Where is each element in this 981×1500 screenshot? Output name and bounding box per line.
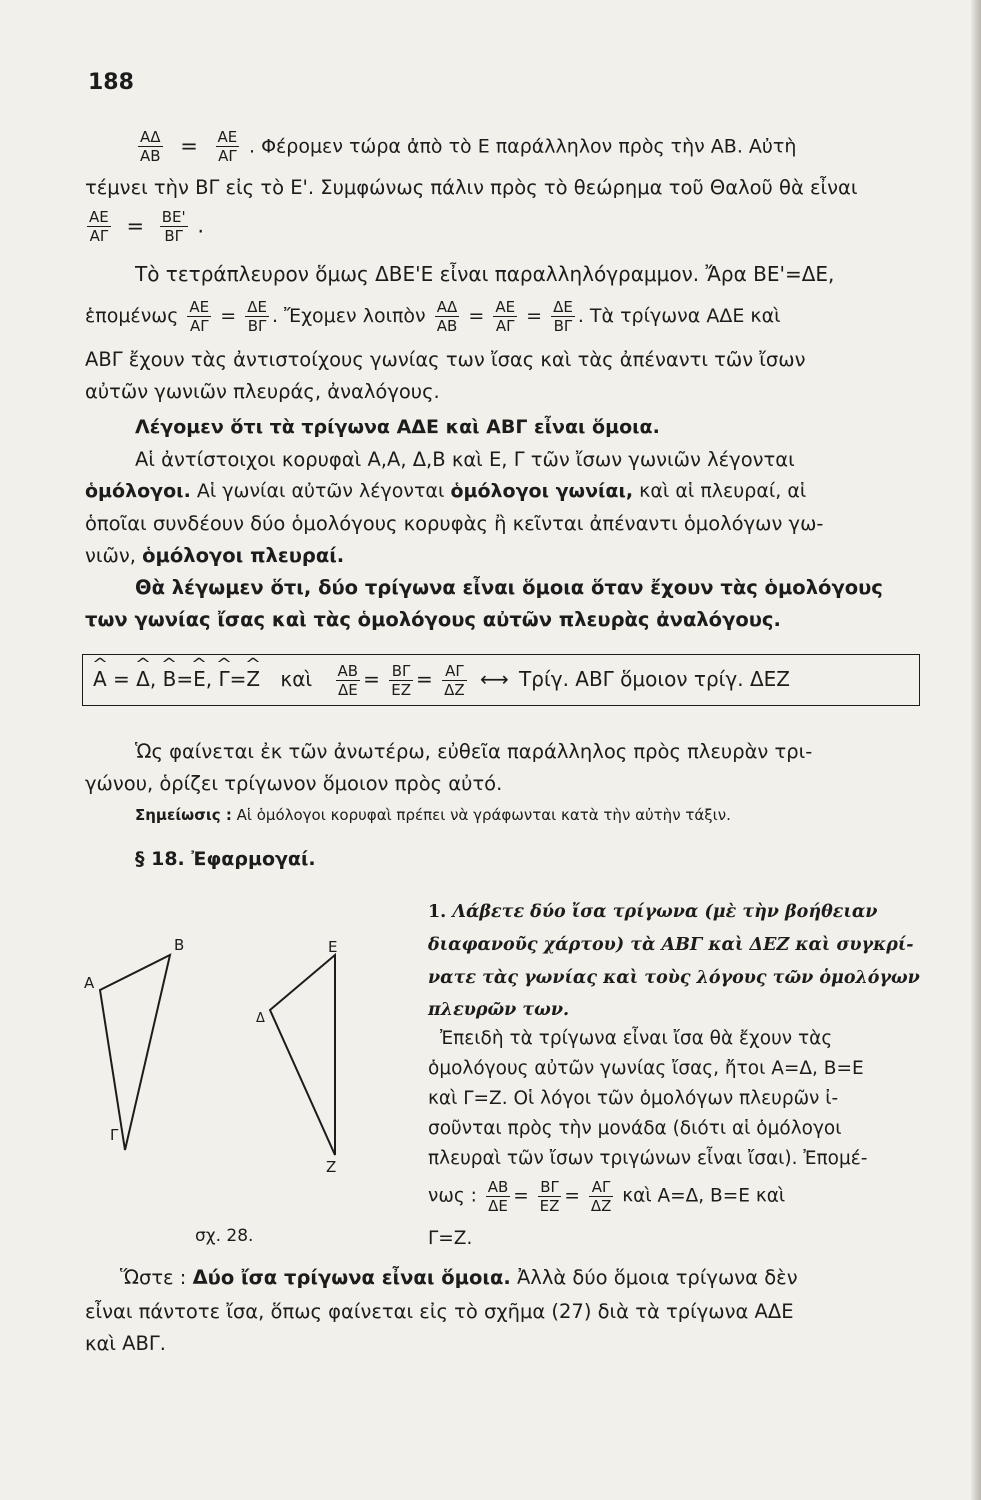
fraction: $\frac{AE}{A\Gamma}$ [189,298,210,335]
text-line-9: Αἱ ἀντίστοιχοι κορυφαὶ Α,Α, Δ,Β καὶ Ε, Γ τῶν ἴσων γωνιῶν λέγονται [135,448,795,471]
fraction: $\frac{AB}{\Delta E}$ [337,662,359,699]
exercise-title-4: πλευρῶν των. [428,1000,570,1020]
label-b: Β [174,936,185,954]
text-line-8: Λέγομεν ὅτι τὰ τρίγωνα ΑΔΕ καὶ ΑΒΓ εἶναι ὅμοια. [135,416,660,438]
definition-content: ^ Α = ^ Δ, ^ Β=^ Ε, ^ Γ=^ Ζ καὶ $\frac{AB}{\Delta E}$ = $\frac{B\Gamma}{EZ}$ = $\frac{A\Gamma}{\Delta Z}$ ⟷ Τρίγ. ΑΒΓ ὅμοιον τρίγ. ΔΕΖ [93,661,790,699]
fraction: $\frac{AB}{\Delta E}$ [487,1178,509,1215]
fraction: $\frac{A\Delta}{AB}$ [436,298,458,335]
text-line-5: ἑπομένως $\frac{AE}{A\Gamma}$ = $\frac{\Delta E}{B\Gamma}$ . Ἔχομεν λοιπὸν $\frac{A\Delta}{AB}$ = $\frac{AE}{A\Gamma}$ = $\frac{\Delta E}{B\Gamma}$ . Τὰ τρίγωνα ΑΔΕ καὶ [85,298,781,335]
note: Σημείωσις : Αἱ ὁμόλογοι κορυφαὶ πρέπει νὰ γράφωνται κατὰ τὴν αὐτὴν τάξιν. [135,806,731,824]
fraction: $\frac{BE'}{B\Gamma}$ [161,208,186,245]
text-line-3: $\frac{AE}{A\Gamma}$ = $\frac{BE'}{B\Gamma}$ . [89,208,205,245]
text-line-12: νιῶν, ὁμόλογοι πλευραί. [85,544,345,567]
solution-line-6: νως : $\frac{AB}{\Delta E}$ = $\frac{B\Gamma}{EZ}$ = $\frac{A\Gamma}{\Delta Z}$ καὶ Α=Δ, Β=Ε καὶ [428,1178,786,1215]
fraction: $\frac{B\Gamma}{EZ}$ [391,662,411,699]
solution-line-7: Γ=Ζ. [428,1228,473,1249]
label-e: Ε [328,938,338,956]
figure-28 [80,930,380,1254]
text-line-10: ὁμόλογοι. Αἱ γωνίαι αὐτῶν λέγονται ὁμόλογοι γωνίαι, καὶ αἱ πλευραί, αἱ [85,480,807,502]
fraction: $\frac{B\Gamma}{EZ}$ [539,1178,560,1215]
solution-line-4: σοῦνται πρὸς τὴν μονάδα (διότι αἱ ὁμόλογοι [428,1118,842,1139]
triangle-dez [270,955,335,1155]
text-line-16: γώνου, ὁρίζει τρίγωνον ὅμοιον πρὸς αὐτό. [85,772,503,795]
text-line-4: Τὸ τετράπλευρον ὅμως ΔΒΕ'Ε εἶναι παραλληλόγραμμον. Ἄρα ΒΕ'=ΔΕ, [135,262,835,286]
fraction: $\frac{AE}{A\Gamma}$ [495,298,516,335]
text-line-6: ΑΒΓ ἔχουν τὰς ἀντιστοίχους γωνίας των ἴσας καὶ τὰς ἀπέναντι τῶν ἴσων [85,348,806,371]
text-line-14: των γωνίας ἴσας καὶ τὰς ὁμολόγους αὐτῶν πλευρὰς ἀναλόγους. [85,608,781,631]
label-g: Γ [110,1126,119,1144]
fraction: $\frac{AE}{A\Gamma}$ [217,128,238,165]
fraction: $\frac{AE}{A\Gamma}$ [89,208,109,245]
fraction: $\frac{A\Gamma}{\Delta Z}$ [444,662,465,699]
text-line-15: Ὡς φαίνεται ἐκ τῶν ἀνωτέρω, εὐθεῖα παράλληλος πρὸς πλευρὰν τρι- [135,740,813,763]
text-line-19: καὶ ΑΒΓ. [85,1332,166,1355]
text-line-2: τέμνει τὴν ΒΓ εἰς τὸ Ε'. Συμφώνως πάλιν πρὸς τὸ θεώρημα τοῦ Θαλοῦ θὰ εἶναι [85,176,858,199]
fraction: $\frac{A\Gamma}{\Delta Z}$ [590,1178,612,1215]
text-line-11: ὁποῖαι συνδέουν δύο ὁμολόγους κορυφὰς ἢ κεῖνται ἀπέναντι ὁμολόγων γω- [85,512,824,535]
text-line-18: εἶναι πάντοτε ἴσα, ὅπως φαίνεται εἰς τὸ σχῆμα (27) διὰ τὰ τρίγωνα ΑΔΕ [85,1300,794,1323]
exercise-title-3: νατε τὰς γωνίας καὶ τοὺς λόγους τῶν ὁμολόγων [428,968,920,988]
fraction: $\frac{\Delta E}{B\Gamma}$ [247,298,267,335]
section-heading: § 18. Ἐφαρμογαί. [135,848,316,870]
triangle-abg [100,955,170,1150]
solution-line-1: Ἐπειδὴ τὰ τρίγωνα εἶναι ἴσα θὰ ἔχουν τὰς [440,1028,833,1049]
page-edge [971,0,981,1500]
text-line-1: $\frac{A\Delta}{AB}$ = $\frac{AE}{A\Gamma}$ . Φέρομεν τώρα ἀπὸ τὸ Ε παράλληλον πρὸς τὴν ΑΒ. Αὐτὴ [140,128,797,165]
triangles-diagram [80,930,380,1250]
label-a: Α [84,974,95,992]
text-line-17: Ὥστε : Δύο ἴσα τρίγωνα εἶναι ὅμοια. Ἀλλὰ δύο ὅμοια τρίγωνα δὲν [120,1266,798,1289]
text-line-13: Θὰ λέγωμεν ὅτι, δύο τρίγωνα εἶναι ὅμοια ὅταν ἔχουν τὰς ὁμολόγους [135,576,883,599]
fraction: $\frac{A\Delta}{AB}$ [140,128,161,165]
fraction: $\frac{\Delta E}{B\Gamma}$ [553,298,573,335]
figure-caption: σχ. 28. [195,1226,254,1246]
definition-box [82,654,920,706]
exercise-title-2: διαφανοῦς χάρτου) τὰ ΑΒΓ καὶ ΔΕΖ καὶ συγκρί- [428,935,914,955]
label-d: Δ [256,1011,265,1026]
exercise-title-1: 1. Λάβετε δύο ἴσα τρίγωνα (μὲ τὴν βοήθειαν [428,902,878,922]
solution-line-5: πλευραὶ τῶν ἴσων τριγώνων εἶναι ἴσαι). Ἐπομέ- [428,1148,868,1169]
solution-line-2: ὁμολόγους αὐτῶν γωνίας ἴσας, ἤτοι Α=Δ, Β=Ε [428,1058,864,1079]
page-number: 188 [88,70,134,95]
solution-line-3: καὶ Γ=Ζ. Οἱ λόγοι τῶν ὁμολόγων πλευρῶν ἰ- [428,1088,839,1109]
text-line-7: αὐτῶν γωνιῶν πλευράς, ἀναλόγους. [85,380,440,403]
double-arrow-icon: ⟷ [480,667,509,691]
label-z: Ζ [326,1158,337,1176]
